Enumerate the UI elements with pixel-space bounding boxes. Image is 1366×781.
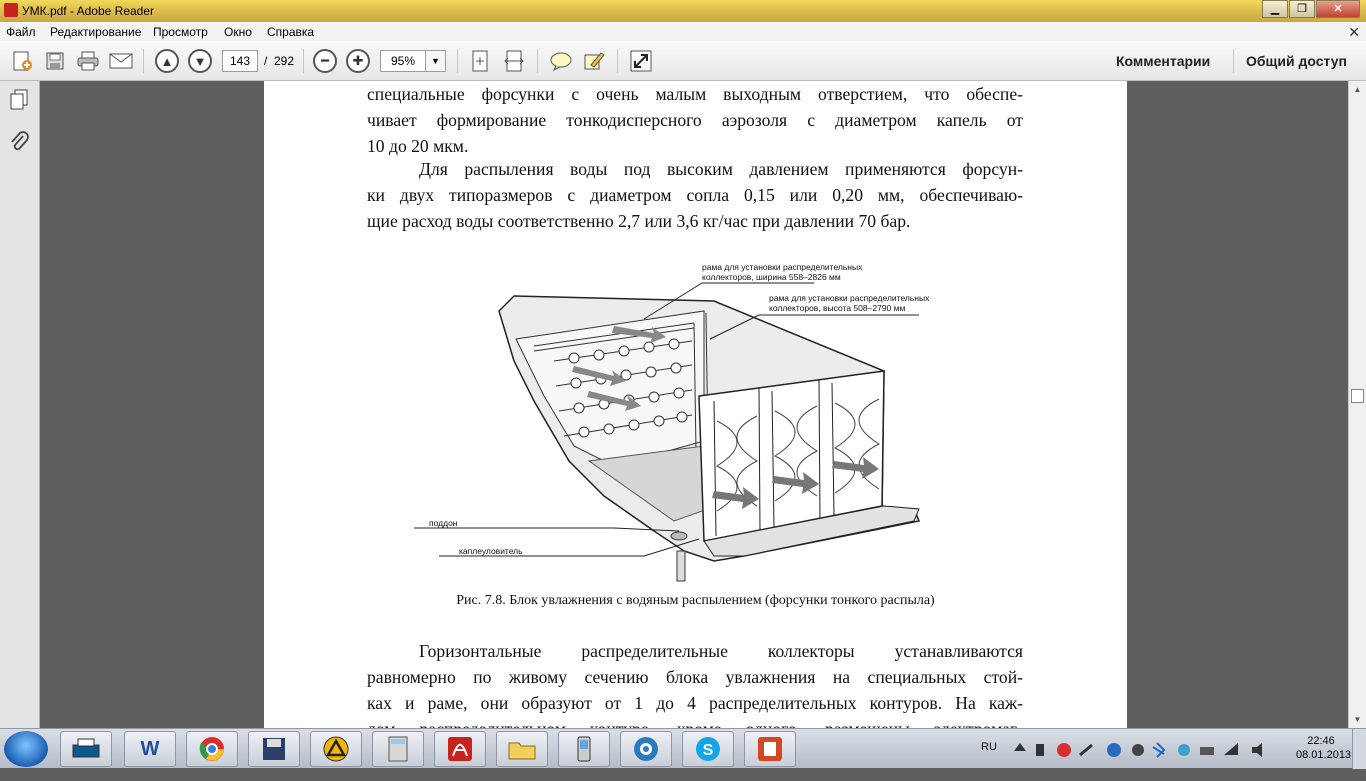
taskbar-app-save[interactable]: [248, 731, 300, 767]
taskbar-app-avast[interactable]: [310, 731, 362, 767]
shield-icon: [1132, 744, 1144, 756]
title-bar: [0, 0, 1366, 22]
window-title: УМК.pdf - Adobe Reader: [22, 4, 155, 18]
text-line: равномерно по живому сечению блока увлажнения на специальных стой-: [367, 667, 1023, 687]
menu-window[interactable]: Окно: [224, 25, 252, 39]
comment-icon[interactable]: [548, 48, 574, 74]
humidifier-figure: [414, 251, 974, 586]
vertical-scrollbar[interactable]: [1348, 81, 1366, 728]
text-line: Для распыления воды под высоким давлением применяются форсун-: [419, 159, 1023, 179]
minimize-button[interactable]: ▁: [1262, 0, 1288, 18]
volume-icon: [1252, 743, 1262, 757]
battery-icon: [1036, 744, 1044, 756]
scroll-down-icon[interactable]: ▼: [1353, 715, 1362, 724]
email-icon[interactable]: [107, 48, 135, 74]
fit-width-icon[interactable]: [501, 48, 527, 74]
toolbar: [0, 41, 1366, 81]
taskbar-app-chrome[interactable]: [186, 731, 238, 767]
page-down-icon[interactable]: ▼: [188, 49, 212, 73]
document-page: [264, 81, 1127, 728]
attachment-icon[interactable]: [9, 131, 29, 153]
scroll-thumb[interactable]: [1351, 389, 1364, 403]
page-up-icon[interactable]: ▲: [155, 49, 179, 73]
zoom-out-icon[interactable]: ━: [313, 49, 337, 73]
adobe-reader-icon: [4, 3, 18, 17]
text-line: специальные форсунки с очень малым выходным отверстием, что обеспе-: [367, 84, 1023, 104]
menu-edit[interactable]: Редактирование: [50, 25, 142, 39]
pages-icon[interactable]: [9, 89, 29, 111]
create-pdf-icon[interactable]: [8, 48, 36, 74]
share-button[interactable]: Общий доступ: [1246, 53, 1347, 69]
chevron-down-icon[interactable]: ▼: [426, 50, 446, 72]
label-frame-height-1: рама для установки распределительных: [769, 293, 930, 303]
taskbar-app-acrobat[interactable]: [434, 731, 486, 767]
menu-view[interactable]: Просмотр: [153, 25, 208, 39]
update-icon: [1107, 743, 1121, 757]
menu-help[interactable]: Справка: [267, 25, 315, 39]
taskbar-app-explorer[interactable]: [496, 731, 548, 767]
alert-icon: [1057, 743, 1071, 757]
sign-icon[interactable]: [581, 48, 607, 74]
clock[interactable]: [1296, 734, 1352, 762]
print-icon[interactable]: [74, 48, 102, 74]
taskbar-app-media[interactable]: [620, 731, 672, 767]
zoom-in-icon[interactable]: ✚: [346, 49, 370, 73]
taskbar: [0, 728, 1366, 768]
taskbar-app-calculator[interactable]: [372, 731, 424, 767]
text-line: чивает формирование тонкодисперсного аэрозоля с диаметром капель от: [367, 110, 1023, 130]
navigation-panel: [0, 81, 40, 728]
label-droplet-eliminator: каплеуловитель: [459, 546, 523, 556]
paragraph-3: [367, 638, 1023, 742]
system-tray-icons: [1012, 741, 1282, 781]
svg-text:S: S: [702, 742, 714, 759]
close-button[interactable]: ✕: [1316, 0, 1360, 18]
paragraph-1: [367, 81, 1023, 159]
clock-date: 08.01.2013: [1296, 749, 1352, 761]
page-separator: /: [264, 54, 268, 68]
menu-bar: [0, 22, 1366, 41]
save-icon[interactable]: [42, 48, 68, 74]
wifi-icon: [1224, 743, 1238, 755]
paragraph-2: [367, 156, 1023, 234]
taskbar-app-powerpoint[interactable]: [744, 731, 796, 767]
language-indicator[interactable]: RU: [981, 741, 997, 753]
page-total: 292: [274, 54, 295, 68]
tray-expand-icon[interactable]: [1014, 743, 1026, 751]
label-frame-width-2: коллекторов, ширина 558–2826 мм: [702, 272, 841, 282]
zoom-input[interactable]: 95%: [380, 50, 426, 72]
bluetooth-icon: [1153, 743, 1164, 757]
fullscreen-icon[interactable]: [628, 48, 654, 74]
fit-page-icon[interactable]: [467, 48, 493, 74]
menu-file[interactable]: Файл: [6, 25, 36, 39]
taskbar-app-word[interactable]: W: [124, 731, 176, 767]
close-document-button[interactable]: ✕: [1348, 24, 1360, 40]
text-line: щие расход воды соответственно 2,7 или 3,6 кг/час при давлении 70 бар.: [367, 211, 911, 231]
scroll-up-icon[interactable]: ▲: [1353, 85, 1362, 94]
usb-icon: [1200, 747, 1214, 755]
text-line: ках и раме, они образуют от 1 до 4 распределительных контуров. На каж-: [367, 693, 1023, 713]
text-line: ки двух типоразмеров с диаметром сопла 0,15 или 0,20 мм, обеспечиваю-: [367, 185, 1023, 205]
text-line: 10 до 20 мкм.: [367, 136, 469, 156]
label-frame-width-1: рама для установки распределительных: [702, 262, 863, 272]
maximize-button[interactable]: ❐: [1289, 0, 1315, 18]
page-number-input[interactable]: 143: [222, 50, 258, 72]
comments-button[interactable]: Комментарии: [1116, 53, 1211, 69]
figure-caption: Рис. 7.8. Блок увлажнения с водяным распылением (форсунки тонкого распыла): [456, 593, 935, 608]
start-button[interactable]: [4, 731, 48, 767]
label-tray: поддон: [429, 518, 458, 528]
text-line: Горизонтальные распределительные коллекторы устанавливаются: [419, 641, 1023, 661]
taskbar-app-phone[interactable]: [558, 731, 610, 767]
pen-icon: [1080, 745, 1092, 755]
show-desktop-button[interactable]: [1352, 729, 1366, 769]
label-frame-height-2: коллекторов, высота 508–2790 мм: [769, 303, 906, 313]
dropbox-icon: [1178, 744, 1190, 756]
taskbar-app-printer[interactable]: [60, 731, 112, 767]
clock-time: 22:46: [1307, 735, 1335, 747]
taskbar-app-skype[interactable]: [682, 731, 734, 767]
